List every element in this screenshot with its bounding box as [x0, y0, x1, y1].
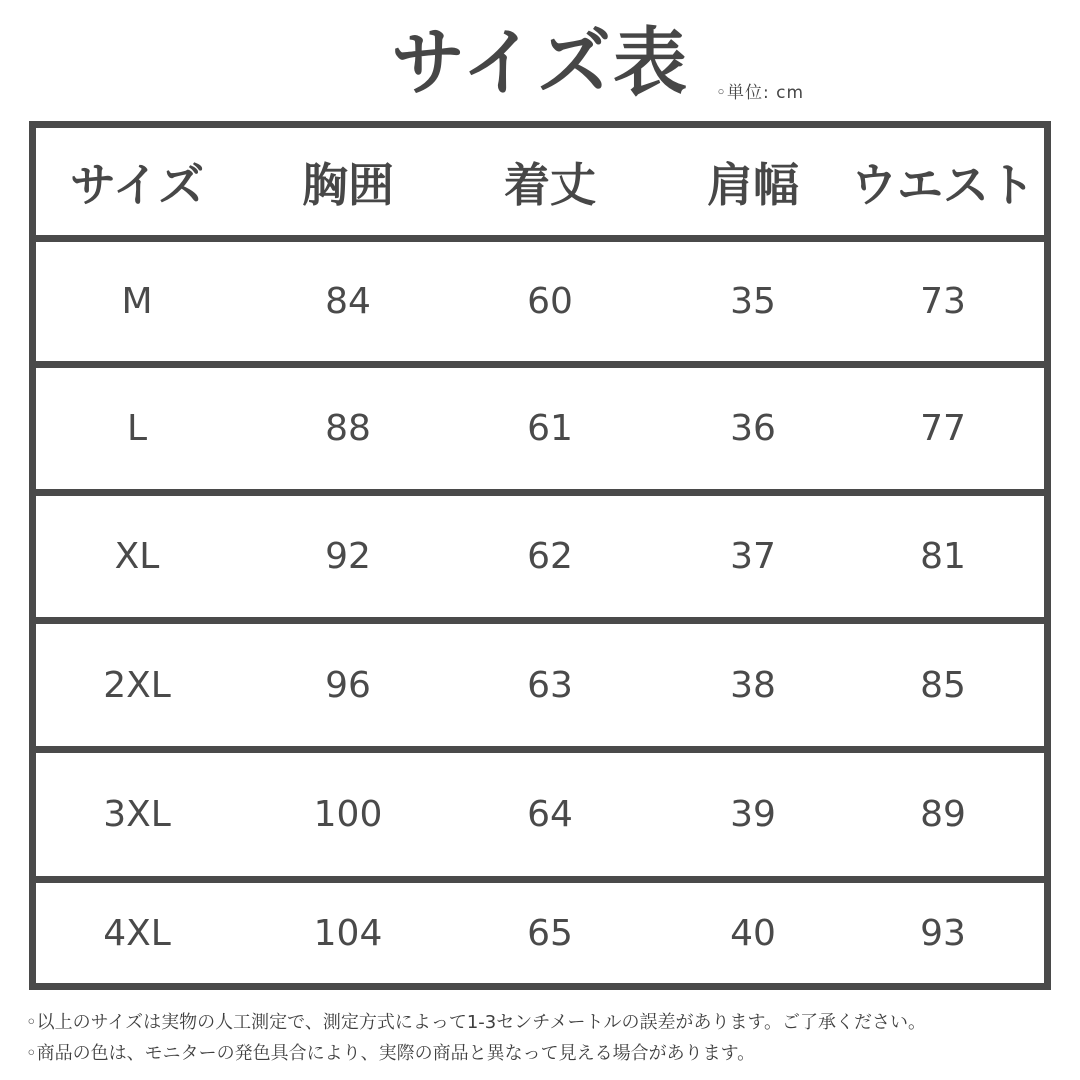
- cell-chest: 96: [325, 664, 371, 706]
- cell-length: 63: [527, 664, 573, 706]
- table-row: [36, 235, 1044, 361]
- cell-waist: 89: [920, 794, 966, 835]
- cell-size: L: [126, 408, 148, 449]
- cell-shoulder: 37: [730, 536, 776, 577]
- cell-length: 60: [527, 281, 573, 322]
- table-row: [36, 361, 1044, 489]
- cell-chest: 88: [325, 408, 371, 449]
- cell-waist: 77: [920, 408, 966, 449]
- header-size: サイズ: [69, 157, 205, 212]
- cell-waist: 73: [920, 281, 966, 322]
- header-shoulder: 肩幅: [707, 157, 799, 212]
- header-length: 着丈: [504, 157, 596, 212]
- cell-chest: 84: [325, 281, 371, 322]
- cell-shoulder: 35: [730, 281, 776, 322]
- unit-label: ◦単位: cm: [716, 83, 805, 103]
- size-table: [29, 121, 1051, 990]
- table-row: [36, 876, 1044, 983]
- cell-size: M: [121, 281, 153, 322]
- table-header-row: [36, 128, 1044, 235]
- cell-chest: 100: [313, 794, 383, 835]
- measurement-note: ◦以上のサイズは実物の人工測定で、測定方式によって1-3センチメートルの誤差があります。ご了承ください。: [26, 1012, 927, 1033]
- table-row: [36, 617, 1044, 746]
- table-row: [36, 489, 1044, 617]
- cell-shoulder: 38: [730, 664, 776, 706]
- header-waist: ウエスト: [851, 157, 1035, 212]
- cell-chest: 92: [325, 536, 371, 577]
- cell-length: 64: [527, 794, 573, 835]
- cell-size: 3XL: [103, 794, 171, 835]
- color-note: ◦商品の色は、モニターの発色具合により、実際の商品と異なって見える場合があります。: [26, 1043, 756, 1064]
- cell-waist: 81: [920, 536, 966, 577]
- cell-waist: 85: [920, 664, 966, 706]
- cell-length: 61: [527, 408, 573, 449]
- header-chest: 胸囲: [302, 157, 394, 212]
- cell-size: XL: [114, 536, 160, 577]
- cell-shoulder: 39: [730, 794, 776, 835]
- cell-size: 2XL: [103, 664, 171, 706]
- table-row: [36, 746, 1044, 876]
- cell-length: 65: [527, 912, 573, 954]
- cell-chest: 104: [313, 912, 383, 954]
- cell-shoulder: 40: [730, 912, 776, 954]
- cell-waist: 93: [920, 912, 966, 954]
- size-chart-title: サイズ表: [390, 20, 690, 106]
- cell-shoulder: 36: [730, 408, 776, 449]
- cell-size: 4XL: [103, 912, 171, 954]
- cell-length: 62: [527, 536, 573, 577]
